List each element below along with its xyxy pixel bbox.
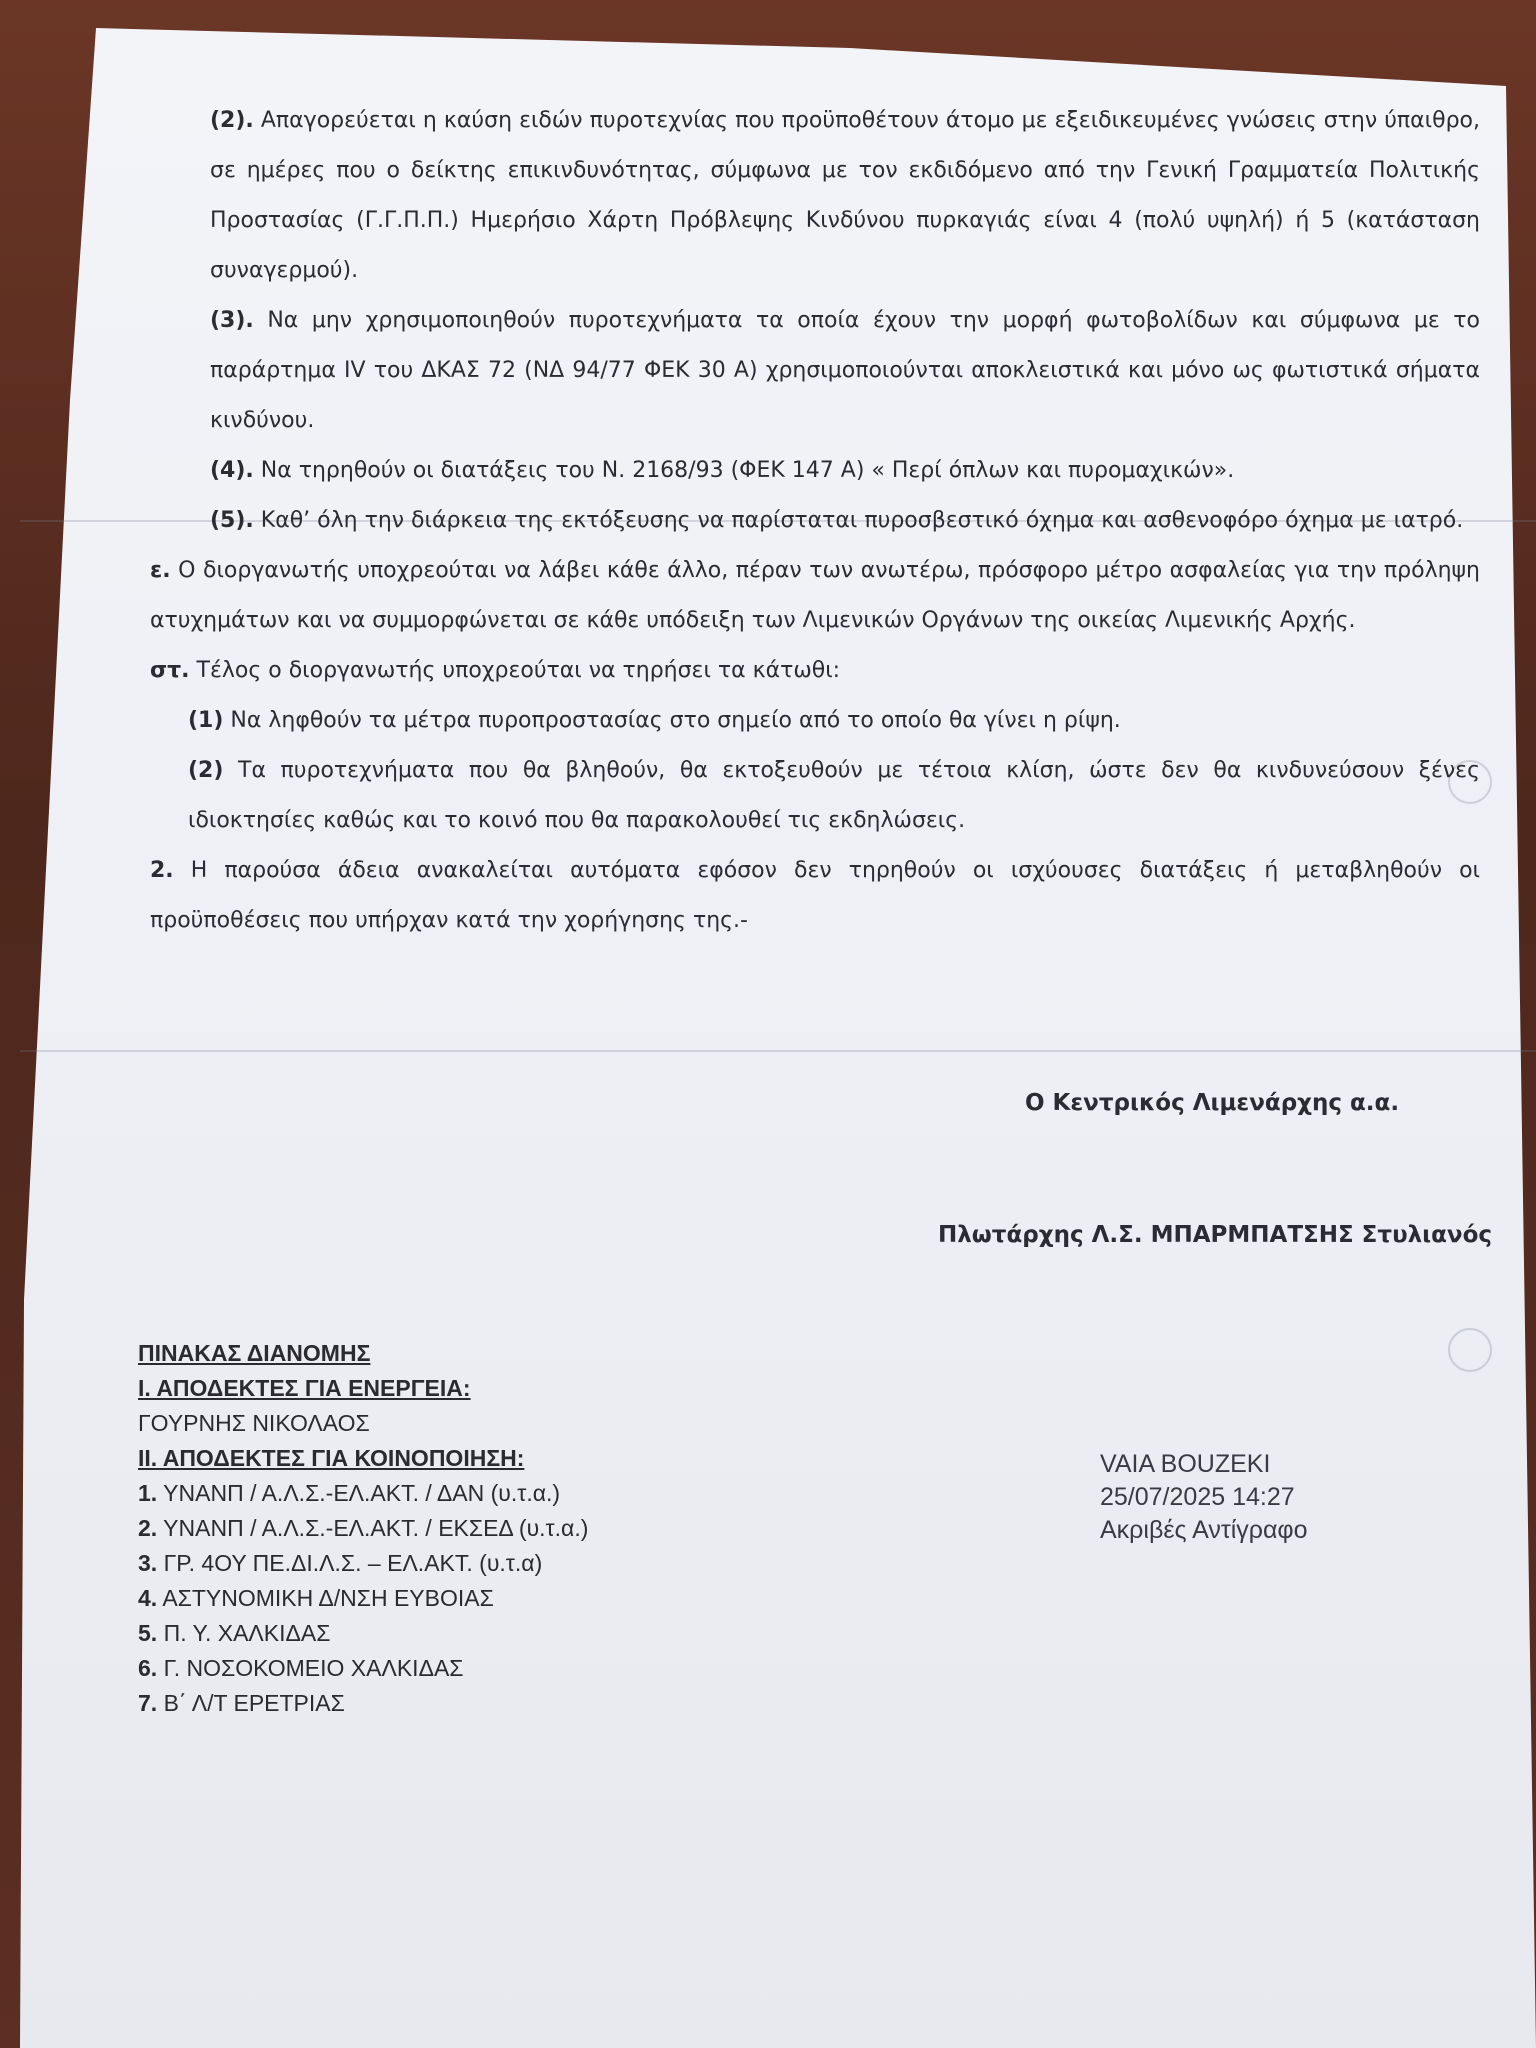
clause-e xyxy=(150,546,1480,646)
list-item xyxy=(138,1476,588,1511)
clause-text: Να ληφθούν τα μέτρα πυροπροστασίας στο σημείο από το οποίο θα γίνει η ρίψη. xyxy=(230,708,1121,733)
stamp-note: Ακριβές Αντίγραφο xyxy=(1100,1516,1308,1544)
certification-stamp xyxy=(1100,1448,1308,1547)
clause-number: (1) xyxy=(188,708,224,733)
clause-number: (3). xyxy=(210,308,254,333)
list-item xyxy=(138,1651,588,1686)
clause-text: Να μην χρησιμοποιηθούν πυροτεχνήματα τα οποία έχουν την μορφή φωτοβολίδων και σύμφωνα με το παράρτημα IV του ΔΚΑΣ 72 (ΝΔ 94/77 ΦΕΚ 30 Α) χρησιμοποιούνται αποκλειστικά και μόνο ως φωτιστικά σήματα κινδύνου. xyxy=(210,308,1480,433)
clause-final xyxy=(150,846,1480,946)
action-recipient: ΓΟΥΡΝΗΣ ΝΙΚΟΛΑΟΣ xyxy=(138,1410,370,1436)
clause-3 xyxy=(150,296,1480,446)
clause-text: Τα πυροτεχνήματα που θα βληθούν, θα εκτοξευθούν με τέτοια κλίση, ώστε δεν θα κινδυνεύσουν ξένες ιδιοκτησίες καθώς και το κοινό που θα παρακολουθεί τις εκδηλώσεις. xyxy=(188,758,1480,833)
clause-number: ε. xyxy=(150,558,171,583)
clause-number: 2. xyxy=(150,858,174,883)
document-body xyxy=(150,96,1480,946)
list-item xyxy=(138,1581,588,1616)
recipient-name: Β΄ Λ/Τ ΕΡΕΤΡΙΑΣ xyxy=(163,1690,345,1716)
clause-5 xyxy=(150,496,1480,546)
recipient-number: 5. xyxy=(138,1620,158,1646)
clause-number: (2). xyxy=(210,108,254,133)
clause-text: Να τηρηθούν οι διατάξεις του Ν. 2168/93 (ΦΕΚ 147 Α) « Περί όπλων και πυρομαχικών». xyxy=(260,458,1235,483)
signatory-name: Πλωτάρχης Λ.Σ. ΜΠΑΡΜΠΑΤΣΗΣ Στυλιανός xyxy=(938,1222,1493,1248)
clause-number: (5). xyxy=(210,508,254,533)
recipient-number: 6. xyxy=(138,1655,158,1681)
clause-text: Τέλος ο διοργανωτής υποχρεούται να τηρήσει τα κάτωθι: xyxy=(196,658,841,683)
stamp-datetime: 25/07/2025 14:27 xyxy=(1100,1483,1295,1511)
list-item xyxy=(138,1511,588,1546)
recipient-number: 7. xyxy=(138,1690,158,1716)
list-item xyxy=(138,1546,588,1581)
clause-text: Καθ’ όλη την διάρκεια της εκτόξευσης να παρίσταται πυροσβεστικό όχημα και ασθενοφόρο όχημα με ιατρό. xyxy=(260,508,1464,533)
action-recipients-heading: Ι. ΑΠΟΔΕΚΤΕΣ ΓΙΑ ΕΝΕΡΓΕΙΑ: xyxy=(138,1375,471,1401)
clause-st xyxy=(150,646,1480,696)
recipient-number: 3. xyxy=(138,1550,158,1576)
clause-number: (2) xyxy=(188,758,224,783)
recipient-name: ΓΡ. 4ΟΥ ΠΕ.ΔΙ.Λ.Σ. – ΕΛ.ΑΚΤ. (υ.τ.α) xyxy=(163,1550,543,1576)
clause-4 xyxy=(150,446,1480,496)
recipient-name: ΑΣΤΥΝΟΜΙΚΗ Δ/ΝΣΗ ΕΥΒΟΙΑΣ xyxy=(162,1585,494,1611)
clause-2 xyxy=(150,96,1480,296)
recipient-name: ΥΝΑΝΠ / Α.Λ.Σ.-ΕΛ.ΑΚΤ. / ΕΚΣΕΔ (υ.τ.α.) xyxy=(163,1515,589,1541)
list-item xyxy=(138,1686,588,1721)
distribution-list xyxy=(138,1336,588,1721)
recipient-list xyxy=(138,1476,588,1721)
clause-text: Απαγορεύεται η καύση ειδών πυροτεχνίας που προϋποθέτουν άτομο με εξειδικευμένες γνώσεις στην ύπαιθρο, σε ημέρες που ο δείκτης επικινδυνότητας, σύμφωνα με τον εκδιδόμενο από την Γενική Γραμματεία Πολιτικής Προστασίας (Γ.Γ.Π.Π.) Ημερήσιο Χάρτη Πρόβλεψης Κινδύνου πυρκαγιάς είναι 4 (πολύ υψηλή) ή 5 (κατάσταση συναγερμού). xyxy=(210,108,1480,283)
clause-number: στ. xyxy=(150,658,190,683)
signatory-title: Ο Κεντρικός Λιμενάρχης α.α. xyxy=(1025,1090,1400,1116)
recipient-name: ΥΝΑΝΠ / Α.Λ.Σ.-ΕΛ.ΑΚΤ. / ΔΑΝ (υ.τ.α.) xyxy=(163,1480,561,1506)
punch-hole xyxy=(1448,1328,1492,1372)
notify-recipients-heading: ΙΙ. ΑΠΟΔΕΚΤΕΣ ΓΙΑ ΚΟΙΝΟΠΟΙΗΣΗ: xyxy=(138,1445,525,1471)
recipient-number: 2. xyxy=(138,1515,158,1541)
distribution-heading: ΠΙΝΑΚΑΣ ΔΙΑΝΟΜΗΣ xyxy=(138,1340,371,1366)
clause-number: (4). xyxy=(210,458,254,483)
clause-text: Η παρούσα άδεια ανακαλείται αυτόματα εφόσον δεν τηρηθούν οι ισχύουσες διατάξεις ή μεταβληθούν οι προϋποθέσεις που υπήρχαν κατά την χορήγησης της.- xyxy=(150,858,1480,933)
recipient-name: Γ. ΝΟΣΟΚΟΜΕΙΟ ΧΑΛΚΙΔΑΣ xyxy=(163,1655,464,1681)
recipient-name: Π. Υ. ΧΑΛΚΙΔΑΣ xyxy=(163,1620,331,1646)
list-item xyxy=(138,1616,588,1651)
stamp-name: VAIA BOUZEKI xyxy=(1100,1450,1271,1478)
clause-st-1 xyxy=(150,696,1480,746)
recipient-number: 1. xyxy=(138,1480,158,1506)
paper-fold-line xyxy=(20,1050,1536,1052)
recipient-number: 4. xyxy=(138,1585,158,1611)
clause-st-2 xyxy=(150,746,1480,846)
clause-text: Ο διοργανωτής υποχρεούται να λάβει κάθε άλλο, πέραν των ανωτέρω, πρόσφορο μέτρο ασφαλείας για την πρόληψη ατυχημάτων και να συμμορφώνεται σε κάθε υπόδειξη των Λιμενικών Οργάνων της οικείας Λιμενικής Αρχής. xyxy=(150,558,1481,633)
